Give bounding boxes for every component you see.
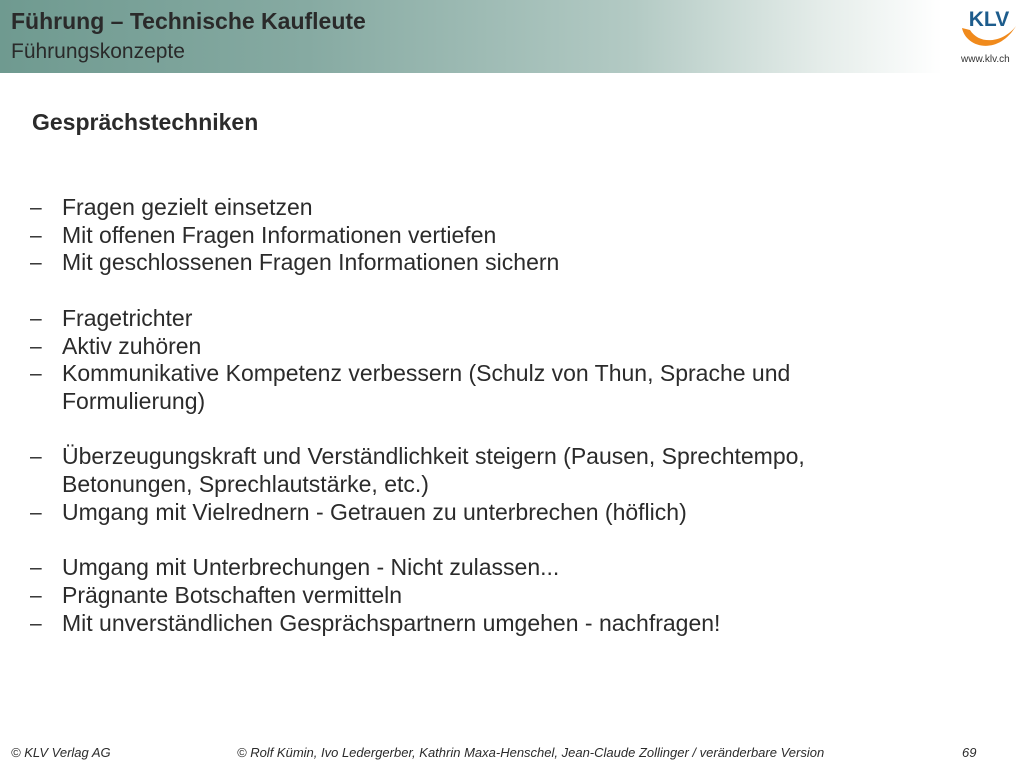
header-band (0, 0, 1024, 73)
bullet-item (30, 554, 930, 582)
bullet-item (30, 360, 930, 415)
bullet-item (30, 222, 930, 250)
bullet-item (30, 443, 930, 498)
dash-bullet-icon: – (30, 251, 42, 275)
dash-bullet-icon: – (30, 445, 42, 469)
page-number: 69 (962, 745, 977, 760)
bullet-item (30, 582, 930, 610)
bullet-text: Umgang mit Unterbrechungen - Nicht zulassen... (62, 554, 560, 581)
dash-bullet-icon: – (30, 223, 42, 247)
dash-bullet-icon: – (30, 362, 42, 386)
bullet-text: Prägnante Botschaften vermitteln (62, 581, 403, 608)
bullet-item (30, 610, 930, 638)
section-title: Gesprächstechniken (32, 109, 259, 135)
bullet-item (30, 249, 930, 277)
bullet-item (30, 194, 930, 222)
footer-authors: © Rolf Kümin, Ivo Ledergerber, Kathrin Maxa-Henschel, Jean-Claude Zollinger / veränderbare Version (237, 745, 825, 760)
dash-bullet-icon: – (30, 556, 42, 580)
bullet-text: Mit unverständlichen Gesprächspartnern umgehen - nachfragen! (62, 609, 721, 636)
bullet-text: Fragetrichter (62, 304, 193, 331)
bullet-text: Aktiv zuhören (62, 332, 202, 359)
dash-bullet-icon: – (30, 611, 42, 635)
dash-bullet-icon: – (30, 334, 42, 358)
logo-url: www.klv.ch (961, 54, 1010, 65)
slide-title: Führung – Technische Kaufleute (11, 8, 366, 34)
dash-bullet-icon: – (30, 196, 42, 219)
dash-bullet-icon: – (30, 583, 42, 607)
bullet-item (30, 333, 930, 361)
bullet-text: Überzeugungskraft und Verständlichkeit steigern (Pausen, Sprechtempo, Betonungen, Sprechlautstärke, etc.) (62, 443, 805, 497)
bullet-item (30, 499, 930, 527)
bullet-text: Kommunikative Kompetenz verbessern (Schulz von Thun, Sprache und Formulierung) (62, 360, 791, 414)
dash-bullet-icon: – (30, 306, 42, 330)
bullet-text: Mit offenen Fragen Informationen vertiefen (62, 221, 497, 248)
klv-logo-text: KLV (968, 8, 1010, 31)
klv-logo (958, 4, 1020, 52)
footer-publisher: © KLV Verlag AG (11, 745, 111, 760)
bullet-text: Umgang mit Vielrednern - Getrauen zu unterbrechen (höflich) (62, 498, 687, 525)
bullet-item (30, 305, 930, 333)
bullet-list (30, 194, 930, 637)
bullet-text: Fragen gezielt einsetzen (62, 194, 313, 220)
slide-subtitle: Führungskonzepte (11, 40, 185, 63)
bullet-text: Mit geschlossenen Fragen Informationen sichern (62, 249, 560, 276)
dash-bullet-icon: – (30, 500, 42, 524)
